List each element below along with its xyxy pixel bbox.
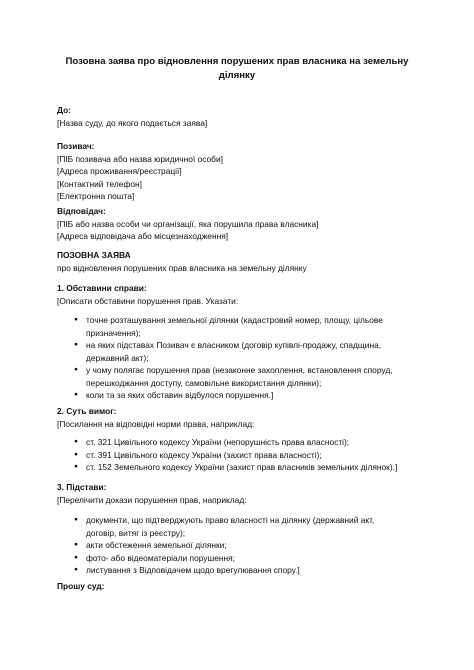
list-item: ● документи, що підтверджують право власності на ділянку (державний акт, договір, витяг із реєстру); [57, 514, 374, 539]
claim-heading: ПОЗОВНА ЗАЯВА [57, 250, 131, 260]
section1-heading: 1. Обставини справи: [57, 283, 147, 293]
defendant-address: [Адреса відповідача або місцезнаходження] [57, 231, 229, 241]
section3-header [57, 481, 247, 506]
claim-block [57, 249, 307, 274]
list-item: ● на яких підставах Позивач є власником (договір купівлі-продажу, спадщина, державний акт); [57, 339, 393, 364]
section2-heading: 2. Суть вимог: [57, 406, 117, 416]
section3-heading: 3. Підстави: [57, 482, 107, 492]
list-item: ● фото- або відеоматеріали порушення; [57, 552, 374, 565]
section2-intro: [Посилання на відповідні норми права, наприклад: [57, 418, 255, 429]
section3-list [57, 514, 374, 577]
title-line-2: ділянку [218, 69, 256, 81]
plaintiff-email: [Електронна пошта] [57, 191, 135, 201]
claim-subheading: про відновлення порушених прав власника на земельну ділянку [57, 262, 307, 273]
list-item: ● ст. 391 Цивільного кодексу України (захист права власності); [57, 449, 397, 462]
list-item: ● точне розташування земельної ділянки (кадастровий номер, площу, цільове призначення); [57, 314, 393, 339]
list-item: ● листування з Відповідачем щодо врегулювання спору.] [57, 564, 374, 577]
section2-list [57, 436, 397, 474]
court-name: [Назва суду, до якого подається заява] [57, 117, 208, 128]
list-item: ● у чому полягає порушення прав (незаконне захоплення, встановлення споруд, перешкоджання доступу, самовільне використання ділянки); [57, 364, 393, 389]
to-heading: До: [57, 105, 71, 115]
list-item: ● ст. 321 Цивільного кодексу України (непорушність права власності); [57, 436, 397, 449]
section3-intro: [Перелічити докази порушення прав, наприклад: [57, 494, 247, 505]
section1-intro: [Описати обставини порушення прав. Указати: [57, 295, 239, 306]
defendant-heading: Відповідач: [57, 206, 106, 216]
document-title [48, 55, 426, 82]
plaintiff-name: [ПІБ позивача або назва юридичної особи] [57, 153, 223, 164]
to-block [57, 104, 207, 129]
title-line-1: Позовна заява про відновлення порушених прав власника на земельну [65, 56, 409, 67]
defendant-name: [ПІБ або назва особи чи організації, яка порушила права власника] [57, 218, 319, 229]
plaintiff-phone: [Контактний телефон] [57, 178, 142, 189]
list-item: ● ст. 152 Земельного кодексу України (захист прав власників земельних ділянок).] [57, 461, 397, 474]
request-heading: Прошу суд: [57, 581, 105, 591]
list-item: ● коли та за яких обставин відбулося порушення.] [57, 389, 393, 402]
plaintiff-heading: Позивач: [57, 141, 95, 151]
plaintiff-block [57, 140, 223, 203]
section1-header [57, 282, 238, 307]
list-item: ● акти обстеження земельної ділянки; [57, 539, 374, 552]
section2-header [57, 405, 254, 430]
plaintiff-address: [Адреса проживання/реєстрації] [57, 166, 182, 176]
section1-list [57, 314, 393, 402]
defendant-block [57, 205, 318, 243]
